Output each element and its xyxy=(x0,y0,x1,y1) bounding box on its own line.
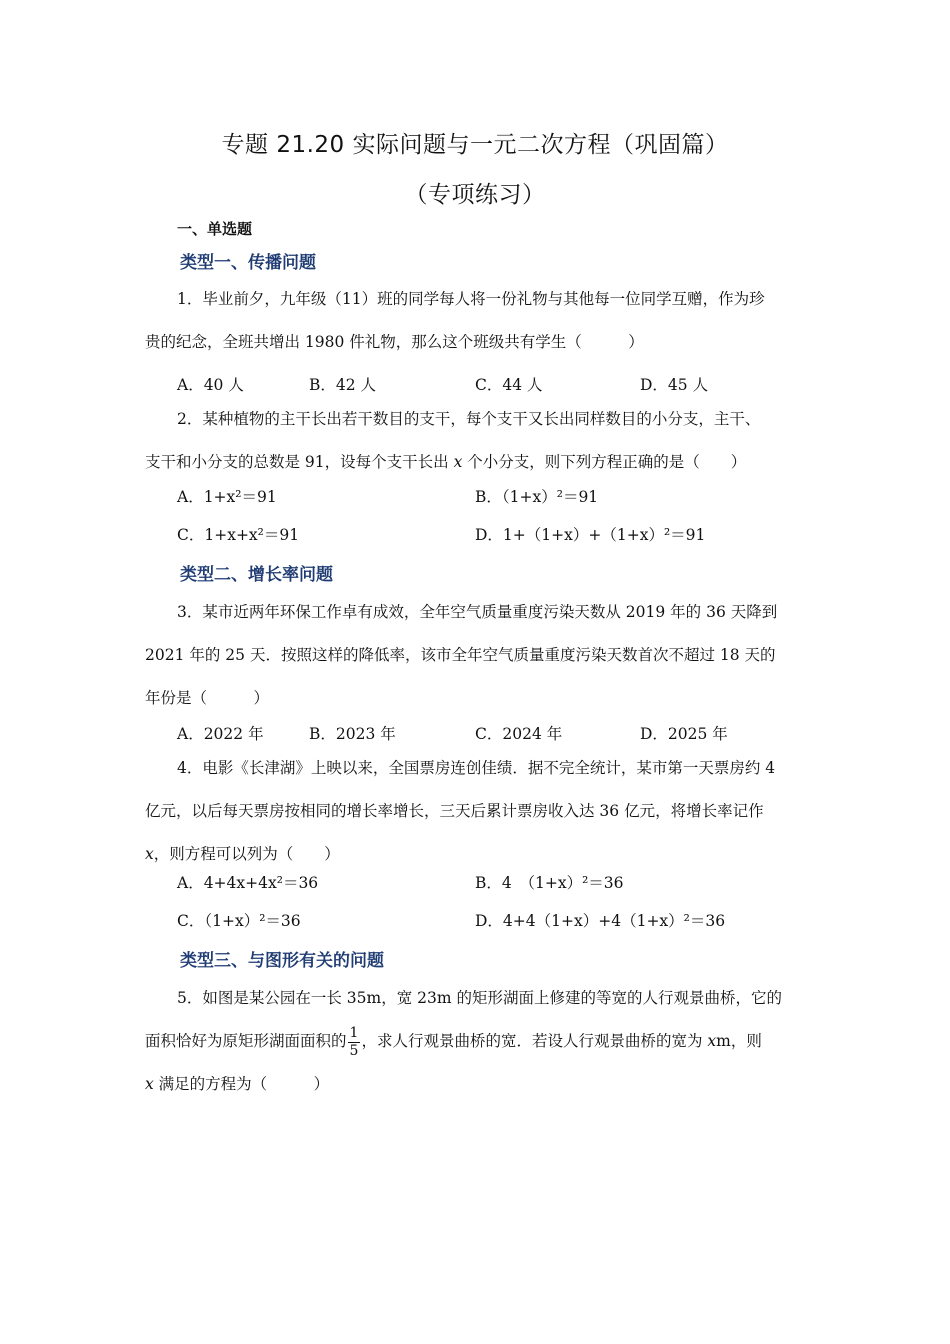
document-subtitle: （专项练习） xyxy=(404,182,546,208)
question-5-line-2 xyxy=(145,1020,807,1063)
question-2-option-a: A．1+x²＝91 xyxy=(177,488,277,506)
question-4 xyxy=(145,747,807,876)
question-4-line-2: 亿元，以后每天票房按相同的增长率增长，三天后累计票房收入达 36 亿元，将增长率记作 xyxy=(145,802,764,820)
question-3-line-1: 3．某市近两年环保工作卓有成效，全年空气质量重度污染天数从 2019 年的 36 天降到 xyxy=(177,603,778,621)
question-5-line-1: 5．如图是某公园在一长 35m，宽 23m 的矩形湖面上修建的等宽的人行观景曲桥，它的 xyxy=(177,989,782,1007)
question-4-option-d: D．4+4（1+x）+4（1+x）²＝36 xyxy=(475,912,726,930)
type-heading-2: 类型二、增长率问题 xyxy=(180,565,333,585)
question-4-line-3-text: ，则方程可以列为（ ） xyxy=(153,845,340,863)
type-heading-3: 类型三、与图形有关的问题 xyxy=(180,951,384,971)
question-2-line-1: 2．某种植物的主干长出若干数目的支干，每个支干又长出同样数目的小分支，主干、 xyxy=(177,410,761,428)
question-1-line-1: 1．毕业前夕，九年级（11）班的同学每人将一份礼物与其他每一位同学互赠，作为珍 xyxy=(177,290,765,308)
question-3-line-2: 2021 年的 25 天．按照这样的降低率，该市全年空气质量重度污染天数首次不超过 18 天的 xyxy=(145,646,776,664)
question-4-line-3 xyxy=(145,833,807,876)
type-heading-1: 类型一、传播问题 xyxy=(180,253,316,273)
question-5-variable-a: x xyxy=(707,1032,717,1050)
fraction-numerator: 1 xyxy=(349,1024,359,1041)
question-2-line-2-b: 个小分支，则下列方程正确的是（ ） xyxy=(462,453,747,471)
question-3-option-d: D．2025 年 xyxy=(640,725,728,743)
question-2-option-c: C．1+x+x²＝91 xyxy=(177,526,300,544)
question-1-option-b: B．42 人 xyxy=(309,376,377,394)
question-3-option-a: A．2022 年 xyxy=(177,725,264,743)
question-2-option-d: D．1+（1+x）+（1+x）²＝91 xyxy=(475,526,706,544)
question-3-option-b: B．2023 年 xyxy=(309,725,396,743)
question-2-option-b: B．（1+x）²＝91 xyxy=(475,488,599,506)
question-1-option-a: A．40 人 xyxy=(177,376,244,394)
question-5-line-2-b: ，求人行观景曲桥的宽．若设人行观景曲桥的宽为 xyxy=(361,1032,708,1050)
question-4-variable: x xyxy=(145,845,154,863)
question-2 xyxy=(145,398,807,484)
section-heading: 一、单选题 xyxy=(177,220,253,238)
question-4-option-a: A．4+4x+4x²＝36 xyxy=(177,874,319,892)
question-3 xyxy=(145,591,807,720)
question-5-line-2-c: m，则 xyxy=(716,1032,762,1050)
question-1 xyxy=(145,278,807,364)
question-1-option-d: D．45 人 xyxy=(640,376,709,394)
question-1-option-c: C．44 人 xyxy=(475,376,543,394)
question-5-line-2-a: 面积恰好为原矩形湖面面积的 xyxy=(145,1032,347,1050)
question-5 xyxy=(145,977,807,1106)
question-3-line-3: 年份是（ ） xyxy=(145,689,270,707)
fraction-denominator: 5 xyxy=(349,1042,359,1059)
question-3-option-c: C．2024 年 xyxy=(475,725,563,743)
question-5-line-3 xyxy=(145,1063,807,1106)
fraction-one-fifth xyxy=(348,1025,361,1060)
question-5-variable-b: x xyxy=(145,1075,154,1093)
question-4-option-b: B．4 （1+x）²＝36 xyxy=(475,874,624,892)
question-4-option-c: C．（1+x）²＝36 xyxy=(177,912,301,930)
question-5-line-3-text: 满足的方程为（ ） xyxy=(153,1075,330,1093)
question-2-line-2-a: 支干和小分支的总数是 91，设每个支干长出 xyxy=(145,453,454,471)
question-2-line-2 xyxy=(145,441,807,484)
document-title: 专题 21.20 实际问题与一元二次方程（巩固篇） xyxy=(221,132,729,158)
question-1-line-2: 贵的纪念，全班共增出 1980 件礼物，那么这个班级共有学生（ ） xyxy=(145,333,644,351)
question-2-variable: x xyxy=(453,453,463,471)
question-4-line-1: 4．电影《长津湖》上映以来，全国票房连创佳绩．据不完全统计，某市第一天票房约 4 xyxy=(177,759,776,777)
